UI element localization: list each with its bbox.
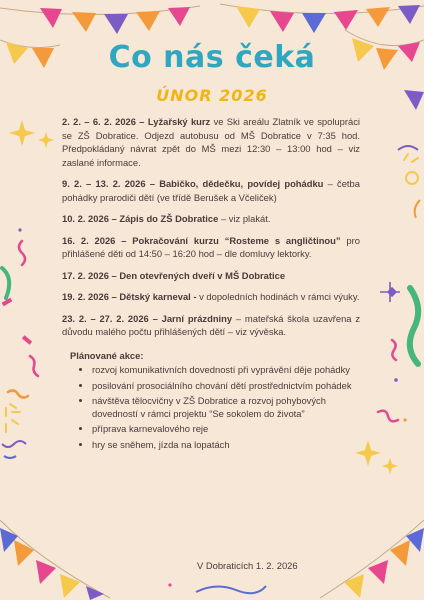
event-item: 10. 2. 2026 – Zápis do ZŠ Dobratice – viz plakát. — [62, 213, 271, 224]
event-text: v dopoledních hodinách v rámci výuky. — [199, 291, 360, 302]
event-date: 17. 2. 2026 — [62, 269, 109, 281]
event-item: 16. 2. 2026 – Pokračování kurzu “Rosteme s angličtinou” pro přihlášené děti od 14:50 – 16:20 hod – dle domluvy lektorky. — [62, 234, 360, 259]
event-name: Den otevřených dveří v MŠ Dobratice — [119, 269, 286, 281]
list-item: • posilování prosociálního chování dětí prostřednictvím pohádek — [92, 380, 360, 393]
page-title: Co nás čeká — [108, 40, 316, 75]
planned-activities — [62, 349, 360, 452]
event-text: – mateřská škola uzavřena z důvodu malého počtu přihlášených dětí – viz vývěska. — [62, 312, 361, 337]
event-name: Zápis do ZŠ Dobratice — [119, 213, 219, 224]
events-content — [62, 115, 360, 454]
event-text: ve Ski areálu Zlatník ve spolupráci se ZŠ Dobratice. Odjezd autobusu od MŠ Dobratice v 7:35 hod. Předpokládaný návrat zpět do MŠ mezi 12:30 – 13:00 hod – viz zaslané informace. — [62, 116, 360, 168]
event-item: 23. 2. – 27. 2. 2026 – Jarní prázdniny – mateřská škola uzavřena z důvodu malého počtu přihlášených dětí – viz vývěska. — [62, 312, 361, 337]
confetti-right — [378, 146, 420, 422]
confetti-left — [2, 228, 38, 397]
list-item: • příprava karnevalového reje — [92, 423, 360, 436]
event-date: 23. 2. – 27. 2. 2026 — [62, 312, 149, 324]
event-date: 16. 2. 2026 — [62, 234, 116, 246]
streamer — [196, 586, 266, 593]
list-item: • hry se sněhem, jízda na lopatách — [92, 439, 360, 452]
event-text: – viz plakát. — [220, 213, 271, 224]
list-item: • rozvoj komunikativních dovedností při vyprávění děje pohádky — [92, 364, 360, 377]
firework-icon — [2, 404, 26, 458]
event-item: 2. 2. – 6. 2. 2026 – Lyžařský kurz ve Ski areálu Zlatník ve spolupráci se ZŠ Dobratice. Odjezd autobusu od MŠ Dobratice v 7:35 hod. Předpokládaný návrat zpět do MŠ mezi 12:30 – 13:00 hod – viz zaslané informace. — [62, 116, 360, 168]
event-item: 17. 2. 2026 – Den otevřených dveří v MŠ Dobratice — [62, 269, 286, 281]
event-item: 9. 2. – 13. 2. 2026 – Babičko, dědečku, povídej pohádku – četba pohádky prarodiči dětí (ve třídě Berušek a Včeliček) — [62, 178, 360, 203]
list-item: • návštěva tělocvičny v ZŠ Dobratice a rozvoj pohybových dovedností v rámci projektu “Se sokolem do života” — [92, 395, 360, 420]
date-footer: V Dobraticích 1. 2. 2026 — [197, 560, 298, 571]
event-text: – četba pohádky prarodiči dětí (ve třídě Berušek a Včeliček) — [62, 178, 360, 203]
event-date: 19. 2. 2026 — [62, 291, 109, 302]
event-date: 2. 2. – 6. 2. 2026 — [62, 116, 136, 127]
event-date: 9. 2. – 13. 2. 2026 — [62, 178, 146, 189]
event-name: Babičko, dědečku, povídej pohádku — [159, 178, 324, 189]
event-text: pro přihlášené děti od 14:50 – 16:20 hod – dle domluvy lektorky. — [62, 234, 360, 259]
event-name: Lyžařský kurz — [147, 116, 211, 127]
event-name: Dětský karneval - — [119, 291, 197, 302]
event-name: Pokračování kurzu “Rosteme s angličtinou” — [132, 234, 341, 246]
event-item: 19. 2. 2026 – Dětský karneval - v dopoledních hodinách v rámci výuky. — [62, 291, 360, 302]
planned-activities-heading: Plánované akce: — [70, 349, 144, 361]
event-date: 10. 2. 2026 — [62, 213, 109, 224]
event-name: Jarní prázdniny — [161, 312, 233, 324]
month-subtitle: ÚNOR 2026 — [156, 86, 268, 105]
planned-activities-list — [70, 364, 360, 451]
